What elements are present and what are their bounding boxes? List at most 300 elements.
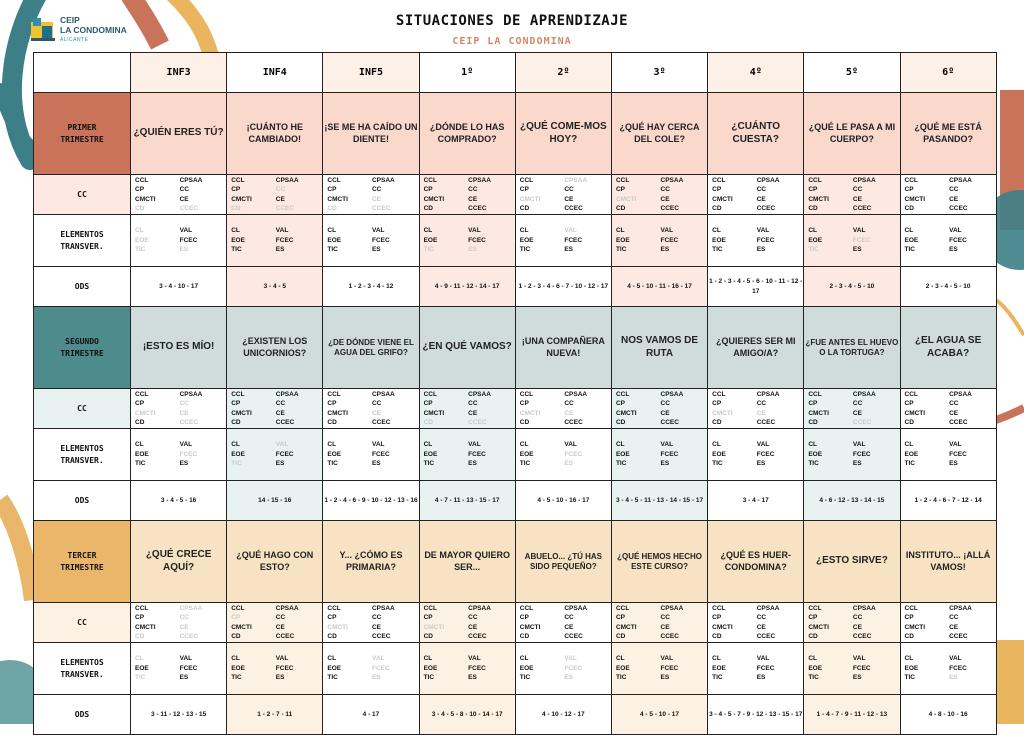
cc-code: CD (904, 633, 914, 640)
cc-code: CPSAA (564, 176, 588, 184)
ods-cell: 3 - 4 - 5 - 7 - 9 - 12 - 13 - 15 - 17 (708, 695, 804, 735)
transversal-code: VAL (949, 441, 962, 449)
transversal-cell (611, 429, 707, 481)
transversal-code: FCEC (852, 236, 871, 244)
transversal-code: TIC (231, 674, 242, 682)
transversal-code: VAL (468, 227, 481, 235)
learning-situation-title: ¿QUÉ LE PASA A MI CUERPO? (804, 93, 900, 175)
transversal-code: ES (275, 674, 285, 682)
cc-code: CPSAA (275, 604, 299, 612)
ods-cell: 1 - 2 - 3 - 4 - 12 (323, 267, 419, 307)
transversal-code: CL (519, 655, 529, 663)
learning-situation-title: ¿DE DÓNDE VIENE EL AGUA DEL GRIFO? (323, 307, 419, 389)
cc-code: CPSAA (756, 604, 780, 612)
cc-code: CD (519, 205, 530, 212)
cc-cell (804, 175, 900, 215)
transversal-code-list (708, 226, 803, 255)
cc-code: CP (423, 400, 433, 407)
cc-code: CMCTI (135, 195, 156, 203)
cc-code: CCL (615, 390, 630, 398)
transversal-label: ELEMENTOS TRANSVER. (34, 215, 131, 267)
cc-code: CP (231, 614, 241, 621)
transversal-code-list (420, 226, 515, 255)
cc-code: CMCTI (904, 195, 926, 203)
transversal-code: TIC (135, 674, 146, 682)
cc-code: CE (852, 195, 862, 203)
cc-code-list (901, 604, 996, 642)
cc-code: CE (949, 195, 959, 203)
grade-header: 4º (708, 53, 804, 93)
cc-code: CCEC (949, 633, 968, 640)
transversal-code: VAL (468, 441, 481, 449)
cc-code: CCEC (852, 419, 872, 426)
corner-cell (34, 53, 131, 93)
transversal-code: FCEC (468, 664, 486, 672)
transversal-code: ES (179, 674, 189, 682)
cc-cell (131, 175, 227, 215)
transversal-code: TIC (327, 246, 338, 254)
transversal-code: CL (231, 227, 240, 235)
cc-code: CCL (423, 176, 437, 184)
transversal-code: CL (808, 227, 817, 235)
transversal-code: EOE (712, 664, 726, 672)
transversal-code: TIC (808, 460, 819, 468)
cc-code: CE (179, 195, 189, 203)
cc-code-list (131, 604, 226, 642)
transversal-code: FCEC (275, 664, 294, 672)
transversal-code: TIC (519, 460, 531, 468)
ods-cell: 3 - 4 - 17 (708, 481, 804, 521)
cc-code: CC (564, 186, 574, 193)
cc-cell (419, 603, 515, 643)
transversal-code-list (901, 226, 996, 255)
cc-code: CP (615, 186, 625, 193)
cc-code-list (227, 176, 322, 214)
transversal-code: ES (852, 460, 862, 468)
transversal-code: TIC (904, 246, 915, 254)
cc-code: CE (179, 623, 189, 631)
cc-code: CC (756, 400, 767, 407)
ods-cell: 3 - 11 - 12 - 13 - 15 (131, 695, 227, 735)
cc-label: CC (34, 603, 131, 643)
learning-situation-title: DE MAYOR QUIERO SER... (419, 521, 515, 603)
cc-code: CD (327, 205, 337, 212)
transversal-cell (419, 215, 515, 267)
ods-row (34, 267, 997, 307)
cc-code: CC (468, 400, 478, 407)
transversal-code-list (612, 440, 707, 469)
transversal-code: FCEC (179, 236, 198, 244)
transversal-code: EOE (712, 450, 726, 458)
cc-code: CPSAA (371, 390, 395, 398)
cc-code: CP (135, 614, 145, 621)
cc-code: CC (275, 186, 286, 193)
cc-code: CCL (519, 176, 534, 184)
ods-cell: 4 - 10 - 12 - 17 (515, 695, 611, 735)
transversal-code: EOE (712, 236, 726, 244)
transversal-code: TIC (135, 246, 146, 254)
cc-code: CCEC (275, 633, 295, 640)
ods-cell: 4 - 5 - 10 - 17 (611, 695, 707, 735)
transversal-code: ES (660, 460, 670, 468)
transversal-code: ES (564, 246, 574, 254)
cc-code: CE (564, 195, 574, 203)
cc-code: CE (564, 409, 574, 417)
cc-code: CP (712, 400, 722, 407)
cc-code: CCL (904, 604, 918, 612)
transversal-cell (900, 643, 996, 695)
transversal-code: CL (904, 227, 914, 235)
learning-situation-title: ¿ESTO SIRVE? (804, 521, 900, 603)
cc-cell (708, 175, 804, 215)
ods-cell: 1 - 2 - 3 - 4 - 5 - 6 - 10 - 11 - 12 - 17 (708, 267, 804, 307)
transversal-code: VAL (564, 227, 577, 235)
cc-code: CPSAA (852, 604, 876, 612)
transversal-code: VAL (660, 655, 674, 663)
transversal-code: EOE (231, 236, 245, 244)
cc-code: CP (904, 400, 914, 407)
transversal-code-list (323, 440, 418, 469)
transversal-code-list (804, 440, 899, 469)
cc-code: CMCTI (808, 195, 829, 203)
trimester-label: PRIMER TRIMESTRE (34, 93, 131, 175)
cc-code: CP (712, 186, 722, 193)
transversal-code: VAL (564, 441, 577, 449)
cc-code: CPSAA (468, 604, 491, 612)
transversal-code: CL (519, 227, 529, 235)
cc-code: CMCTI (615, 195, 637, 203)
ods-cell: 3 - 4 - 5 - 8 - 10 - 14 - 17 (419, 695, 515, 735)
transversal-label: ELEMENTOS TRANSVER. (34, 429, 131, 481)
transversal-cell (323, 429, 419, 481)
cc-code: CCL (615, 176, 630, 184)
cc-code: CCEC (660, 419, 679, 426)
cc-code: CC (468, 614, 478, 621)
cc-code: CCEC (564, 633, 583, 640)
transversal-code-list (323, 226, 418, 255)
cc-code: CPSAA (852, 176, 876, 184)
cc-code: CD (423, 205, 433, 212)
cc-code: CMCTI (423, 409, 445, 417)
cc-code: CCEC (371, 419, 391, 426)
cc-code-list (901, 176, 996, 214)
cc-code: CP (327, 614, 337, 621)
transversal-cell (131, 215, 227, 267)
transversal-code: CL (327, 227, 337, 235)
transversal-code: TIC (904, 674, 915, 682)
transversal-cell (900, 429, 996, 481)
cc-code: CE (564, 623, 574, 631)
cc-code: CPSAA (949, 604, 972, 612)
cc-code: CD (327, 633, 337, 640)
cc-code: CC (660, 614, 670, 621)
transversal-code: TIC (615, 246, 627, 254)
transversal-code-list (708, 440, 803, 469)
transversal-code: FCEC (756, 236, 775, 244)
transversal-cell (419, 643, 515, 695)
cc-code: CCL (327, 604, 341, 612)
cc-code: CE (468, 623, 478, 631)
cc-code: CP (135, 186, 145, 193)
grade-header: INF5 (323, 53, 419, 93)
cc-code: CPSAA (179, 604, 203, 612)
ods-cell: 4 - 9 - 11 - 12 - 14 - 17 (419, 267, 515, 307)
learning-situation-title: ¿CUÁNTO CUESTA? (708, 93, 804, 175)
transversal-code-list (420, 440, 515, 469)
transversal-cell (515, 643, 611, 695)
transversal-row (34, 215, 997, 267)
transversal-code: ES (949, 246, 958, 254)
cc-label: CC (34, 175, 131, 215)
cc-code: CP (904, 186, 914, 193)
cc-code: CD (615, 633, 626, 640)
cc-code: CC (179, 186, 189, 193)
transversal-code: VAL (852, 227, 866, 235)
cc-code: CC (468, 186, 478, 193)
cc-code-list (420, 604, 515, 642)
ods-row (34, 481, 997, 521)
transversal-code: CL (615, 441, 625, 449)
transversal-code: CL (808, 441, 817, 449)
cc-code: CPSAA (660, 390, 684, 398)
transversal-code-list (227, 654, 322, 683)
cc-code: CD (808, 633, 818, 640)
cc-code: CMCTI (904, 409, 926, 417)
transversal-code-list (901, 654, 996, 683)
cc-code-list (323, 604, 418, 642)
cc-code: CP (423, 614, 433, 621)
transversal-code: EOE (615, 236, 630, 244)
cc-code: CE (949, 409, 959, 417)
cc-code-list (131, 176, 226, 214)
grade-header: INF3 (131, 53, 227, 93)
cc-cell (900, 603, 996, 643)
transversal-cell (227, 429, 323, 481)
cc-code: CP (519, 400, 529, 407)
cc-code: CC (756, 614, 767, 621)
transversal-code: FCEC (949, 236, 967, 244)
grade-header: 1º (419, 53, 515, 93)
cc-code: CP (808, 614, 818, 621)
transversal-code: VAL (179, 227, 193, 235)
learning-situation-title: ¿FUE ANTES EL HUEVO O LA TORTUGA? (804, 307, 900, 389)
transversal-code: CL (135, 441, 144, 449)
transversal-code: ES (852, 674, 862, 682)
transversal-cell (515, 429, 611, 481)
cc-code-list (420, 176, 515, 214)
transversal-code: CL (423, 227, 433, 235)
transversal-cell (611, 215, 707, 267)
learning-situations-table (33, 52, 997, 735)
cc-code: CCEC (468, 205, 487, 212)
cc-cell (900, 175, 996, 215)
ods-cell: 14 - 15 - 16 (227, 481, 323, 521)
transversal-code: ES (852, 246, 862, 254)
cc-code-list (804, 176, 899, 214)
cc-code: CE (660, 623, 670, 631)
ods-cell: 4 - 6 - 12 - 13 - 14 - 15 (804, 481, 900, 521)
ods-cell: 4 - 17 (323, 695, 419, 735)
transversal-code: ES (468, 674, 477, 682)
cc-code-list (323, 176, 418, 214)
transversal-cell (900, 215, 996, 267)
transversal-code-list (612, 226, 707, 255)
transversal-code: CL (712, 441, 721, 449)
cc-code: CCL (423, 390, 437, 398)
transversal-code: TIC (808, 674, 819, 682)
transversal-code: TIC (135, 460, 146, 468)
transversal-code: VAL (179, 441, 193, 449)
cc-row (34, 603, 997, 643)
ods-cell: 4 - 8 - 10 - 16 (900, 695, 996, 735)
cc-code: CC (179, 400, 189, 407)
cc-code: CD (423, 633, 433, 640)
transversal-code: ES (179, 246, 189, 254)
cc-code: CMCTI (519, 195, 541, 203)
transversal-code: EOE (808, 450, 823, 458)
cc-code-list (131, 390, 226, 428)
ods-cell: 1 - 2 - 4 - 6 - 9 - 10 - 12 - 13 - 16 (323, 481, 419, 521)
cc-code: CCEC (179, 205, 199, 212)
cc-code: CD (519, 419, 530, 426)
cc-code: CCL (808, 176, 822, 184)
cc-code-list (612, 390, 707, 428)
cc-code: CCL (135, 390, 149, 398)
cc-code: CD (423, 419, 433, 426)
cc-code: CPSAA (468, 390, 491, 398)
transversal-code: CL (615, 227, 625, 235)
transversal-code: EOE (327, 236, 342, 244)
transversal-code: ES (275, 460, 285, 468)
transversal-code-list (227, 440, 322, 469)
transversal-code: CL (423, 655, 433, 663)
transversal-code: FCEC (949, 450, 967, 458)
transversal-code-list (901, 440, 996, 469)
cc-code: CD (712, 633, 722, 640)
transversal-code: VAL (756, 441, 770, 449)
transversal-code: VAL (660, 227, 674, 235)
cc-code: CCL (519, 390, 534, 398)
transversal-code: EOE (615, 664, 630, 672)
cc-code: CD (135, 419, 145, 426)
transversal-code: CL (519, 441, 529, 449)
cc-code-list (612, 604, 707, 642)
cc-code-list (227, 390, 322, 428)
cc-code: CC (852, 400, 863, 407)
transversal-code: CL (904, 655, 914, 663)
transversal-code: ES (371, 246, 381, 254)
transversal-code: CL (615, 655, 625, 663)
transversal-code: FCEC (660, 450, 679, 458)
cc-code: CC (275, 400, 286, 407)
cc-code: CC (852, 186, 863, 193)
transversal-code: EOE (135, 664, 149, 672)
cc-cell (900, 389, 996, 429)
ods-label: ODS (34, 481, 131, 521)
ods-cell: 3 - 4 - 5 - 11 - 13 - 14 - 15 - 17 (611, 481, 707, 521)
transversal-cell (804, 215, 900, 267)
learning-situation-title: ¿QUÉ HAY CERCA DEL COLE? (611, 93, 707, 175)
cc-cell (515, 175, 611, 215)
transversal-code: VAL (660, 441, 674, 449)
cc-code: CMCTI (231, 409, 252, 417)
learning-situation-title: ¡SE ME HA CAÍDO UN DIENTE! (323, 93, 419, 175)
transversal-row (34, 429, 997, 481)
cc-code-list (420, 390, 515, 428)
cc-code: CP (712, 614, 722, 621)
transversal-label: ELEMENTOS TRANSVER. (34, 643, 131, 695)
cc-code: CC (949, 400, 959, 407)
cc-code: CMCTI (712, 623, 733, 631)
cc-code-list (708, 604, 803, 642)
cc-code: CCL (327, 176, 341, 184)
cc-code: CCL (712, 604, 726, 612)
learning-situation-title: ¿EN QUÉ VAMOS? (419, 307, 515, 389)
cc-code: CPSAA (371, 176, 395, 184)
cc-code: CCL (423, 604, 437, 612)
cc-code: CCEC (756, 419, 776, 426)
cc-code: CMCTI (327, 195, 348, 203)
transversal-row (34, 643, 997, 695)
cc-code: CMCTI (423, 195, 445, 203)
cc-code: CCL (904, 176, 918, 184)
cc-code: CCEC (564, 205, 583, 212)
grade-header: INF4 (227, 53, 323, 93)
transversal-code: VAL (468, 655, 481, 663)
cc-code: CCEC (852, 205, 872, 212)
cc-code: CP (904, 614, 914, 621)
transversal-code-list (804, 226, 899, 255)
transversal-code: CL (712, 227, 721, 235)
cc-code: CCL (615, 604, 630, 612)
cc-cell (708, 389, 804, 429)
cc-code-list (708, 176, 803, 214)
transversal-code: VAL (756, 227, 770, 235)
transversal-code: VAL (564, 655, 577, 663)
learning-situation-title: ABUELO... ¿TÚ HAS SIDO PEQUEÑO? (515, 521, 611, 603)
cc-code: CD (712, 419, 722, 426)
cc-code-list (804, 604, 899, 642)
transversal-code: FCEC (564, 236, 583, 244)
cc-code: CD (615, 419, 626, 426)
transversal-code-list (516, 440, 611, 469)
transversal-cell (515, 215, 611, 267)
cc-cell (131, 603, 227, 643)
transversal-code: TIC (327, 674, 338, 682)
cc-code: CP (808, 400, 818, 407)
transversal-code-list (131, 654, 226, 683)
cc-code: CPSAA (660, 176, 684, 184)
cc-code-list (708, 390, 803, 428)
cc-code: CP (808, 186, 818, 193)
transversal-code: EOE (231, 450, 245, 458)
transversal-code: ES (949, 674, 958, 682)
cc-code: CD (327, 419, 337, 426)
cc-code: CD (712, 205, 722, 212)
cc-code: CMCTI (327, 409, 348, 417)
ods-cell: 3 - 4 - 5 - 16 (131, 481, 227, 521)
cc-code: CC (371, 186, 382, 193)
transversal-code: EOE (327, 664, 342, 672)
transversal-code: FCEC (756, 450, 775, 458)
transversal-code: ES (660, 246, 670, 254)
cc-cell (419, 175, 515, 215)
cc-code: CD (904, 419, 914, 426)
transversal-code: FCEC (852, 664, 871, 672)
transversal-code: EOE (808, 664, 823, 672)
transversal-code: TIC (423, 460, 435, 468)
cc-cell (323, 175, 419, 215)
